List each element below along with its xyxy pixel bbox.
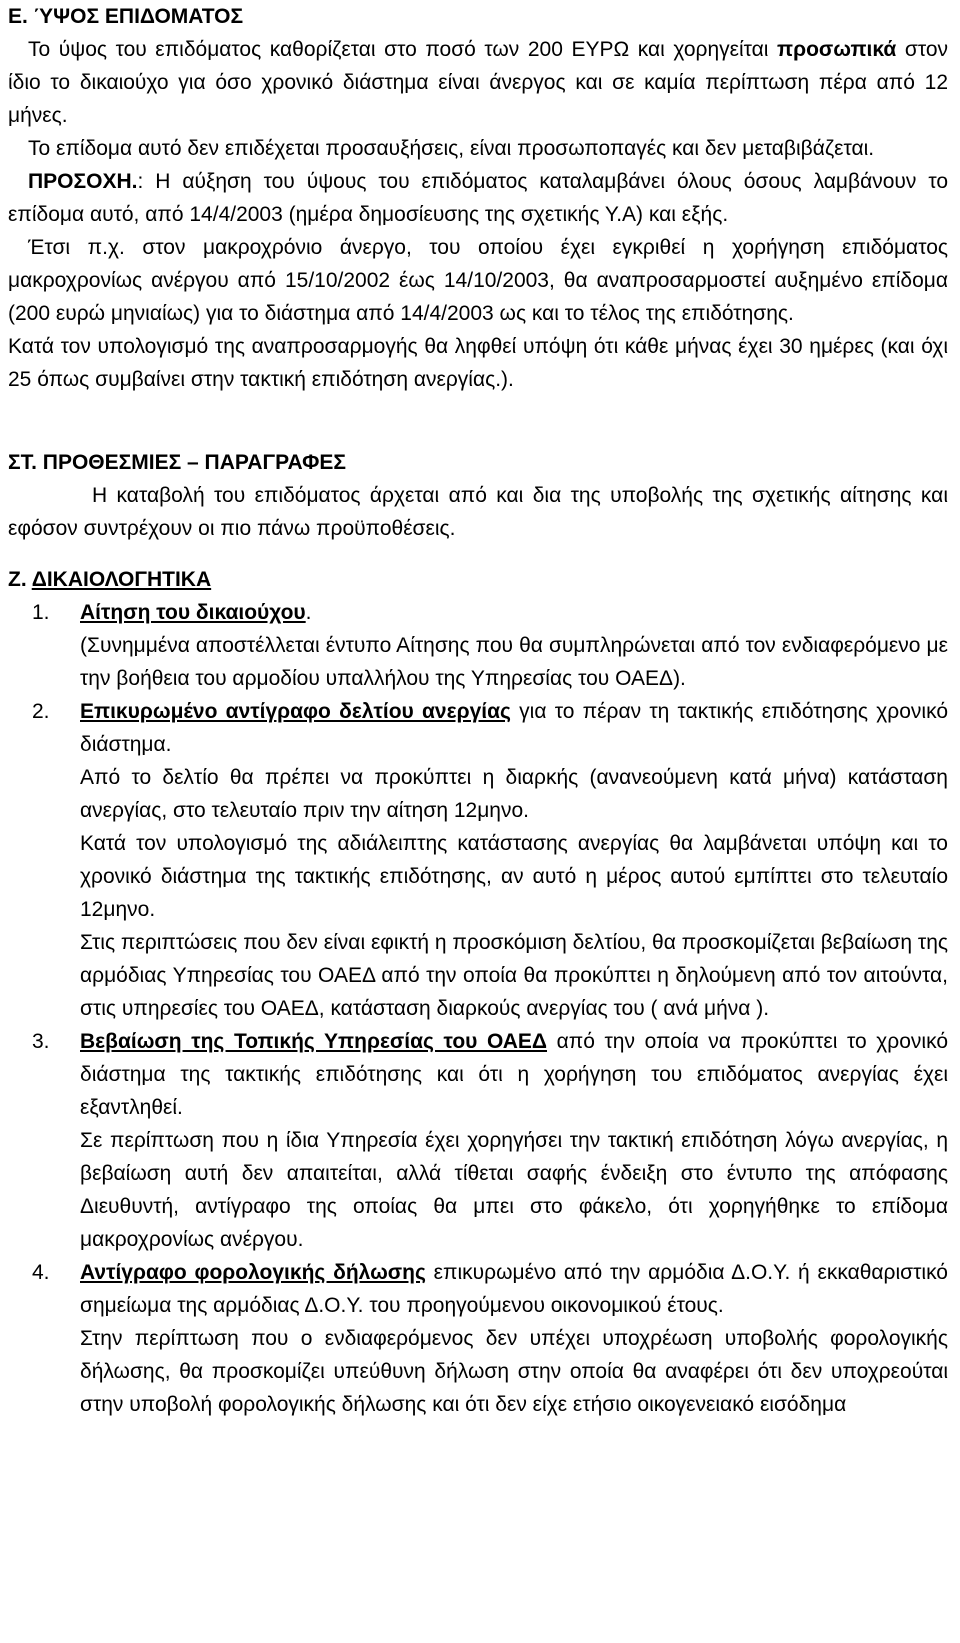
section-z-title-text: ΔΙΚΑΙΟΛΟΓΗΤΙΚΑ: [31, 568, 212, 591]
item-title-tail: από την οποία να προκύπτει το χρονικό διάστημα της τακτικής επιδότησης και ότι η χορήγηση του επιδόματος ανεργίας έχει εξαντληθεί.: [80, 1030, 948, 1119]
section-st-title: ΣΤ. ΠΡΟΘΕΣΜΙΕΣ – ΠΑΡΑΓΡΑΦΕΣ: [8, 451, 346, 474]
item-title: Αίτηση του δικαιούχου: [80, 601, 306, 624]
section-e-paragraph-4: Έτσι π.χ. στον μακροχρόνιο άνεργο, του οποίου έχει εγκριθεί η χορήγηση επιδόματος μακροχρονίως ανέργου από 15/10/2002 έως 14/10/2003, θα αναπροσαρμοστεί αυξημένο επίδομα (200 ευρώ μηνιαίως) για το διάστημα από 14/4/2003 ως και το τέλος της επιδότησης.: [8, 236, 948, 325]
item-heading: [80, 1025, 948, 1124]
item-paragraph: (Συνημμένα αποστέλλεται έντυπο Αίτησης που θα συμπληρώνεται από τον ενδιαφερόμενο με την βοήθεια του αρμοδίου υπαλλήλου της Υπηρεσίας του ΟΑΕΔ).: [80, 634, 948, 690]
section-z-title: [8, 563, 960, 596]
item-heading: [80, 1256, 948, 1322]
item-title-tail: επικυρωμένο από την αρμόδια Δ.Ο.Υ. ή εκκαθαριστικό σημείωμα της αρμόδιας Δ.Ο.Υ. του προηγούμενου οικονομικού έτους.: [80, 1261, 948, 1317]
list-item: [8, 1025, 948, 1256]
list-item: [8, 695, 948, 1025]
bold-text-run: προσωπικά: [777, 38, 897, 61]
item-heading: [80, 695, 948, 761]
text-run: στον ίδιο το δικαιούχο για όσο χρονικό διάστημα είναι άνεργος και σε καμία περίπτωση πέρα από 12 μήνες.: [8, 38, 948, 127]
list-item: [8, 1256, 948, 1421]
section-st-paragraph: Η καταβολή του επιδόματος άρχεται από και δια της υποβολής της σχετικής αίτησης και εφόσον συντρέχουν οι πιο πάνω προϋποθέσεις.: [8, 484, 948, 540]
item-title: Βεβαίωση της Τοπικής Υπηρεσίας του ΟΑΕΔ: [80, 1030, 548, 1053]
item-title-tail: για το πέραν τη τακτικής επιδότησης χρονικό διάστημα.: [80, 700, 949, 756]
item-paragraph: Στις περιπτώσεις που δεν είναι εφικτή η προσκόμιση δελτίου, θα προσκομίζεται βεβαίωση της αρμόδιας Υπηρεσίας του ΟΑΕΔ από την οποία θα προκύπτει η δηλούμενη από τον αιτούντα, στις υπηρεσίες του ΟΑΕΔ, κατάσταση διαρκούς ανεργίας του ( ανά μήνα ).: [80, 931, 948, 1020]
item-title: Αντίγραφο φορολογικής δήλωσης: [80, 1261, 426, 1284]
text-run: Το ύψος του επιδόματος καθορίζεται στο ποσό των 200 ΕΥΡΩ και χορηγείται: [28, 38, 778, 61]
section-e-paragraph-2: Το επίδομα αυτό δεν επιδέχεται προσαυξήσεις, είναι προσωποπαγές και δεν μεταβιβάζεται.: [28, 137, 875, 160]
section-e-title: Ε. ΎΨΟΣ ΕΠΙΔΟΜΑΤΟΣ: [8, 5, 244, 28]
spacer: [8, 545, 960, 563]
item-paragraph: Κατά τον υπολογισμό της αδιάλειπτης κατάστασης ανεργίας θα λαμβάνεται υπόψη και το χρονικό διάστημα της τακτικής επιδότησης, αν αυτό η μέρος αυτού εμπίπτει στο τελευταίο 12μηνο.: [80, 832, 948, 921]
item-heading: [80, 596, 948, 629]
notice-label: ΠΡΟΣΟΧΗ.: [28, 170, 138, 193]
item-number: 1.: [32, 601, 50, 624]
item-paragraph: Σε περίπτωση που η ίδια Υπηρεσία έχει χορηγήσει την τακτική επιδότηση λόγω ανεργίας, η βεβαίωση αυτή δεν απαιτείται, αλλά τίθεται σαφής ένδειξη στο έντυπο της απόφασης Διευθυντή, αντίγραφο της οποίας θα μπει στο φάκελο, ότι χορηγήθηκε το επίδομα μακροχρονίως ανέργου.: [80, 1129, 948, 1251]
item-paragraph: Στην περίπτωση που ο ενδιαφερόμενος δεν υπέχει υποχρέωση υποβολής φορολογικής δήλωσης, θα προσκομίζει υπεύθυνη δήλωση στην οποία θα αναφέρει ότι δεν υποχρεούται στην υποβολή φορολογικής δήλωσης και ότι δεν είχε ετήσιο οικογενειακό εισόδημα: [80, 1327, 948, 1416]
item-number: 3.: [32, 1030, 50, 1053]
spacer: [8, 396, 960, 446]
documents-list: [8, 596, 960, 1421]
list-item: [8, 596, 948, 695]
section-e-paragraph-5: Κατά τον υπολογισμό της αναπροσαρμογής θα ληφθεί υπόψη ότι κάθε μήνας έχει 30 ημέρες (και όχι 25 όπως συμβαίνει στην τακτική επιδότηση ανεργίας.).: [8, 335, 948, 391]
section-e-notice: [8, 165, 948, 231]
text-run: : Η αύξηση του ύψους του επιδόματος καταλαμβάνει όλους όσους λαμβάνουν το επίδομα αυτό, από 14/4/2003 (ημέρα δημοσίευσης της σχετικής Υ.Α) και εξής.: [8, 170, 948, 226]
item-number: 4.: [32, 1261, 50, 1284]
item-paragraph: Από το δελτίο θα πρέπει να προκύπτει η διαρκής (ανανεούμενη κατά μήνα) κατάσταση ανεργίας, στο τελευταίο πριν την αίτηση 12μηνο.: [80, 766, 948, 822]
section-z-prefix: Ζ.: [8, 568, 32, 591]
item-title-tail: .: [305, 601, 312, 624]
item-number: 2.: [32, 700, 50, 723]
item-title: Επικυρωμένο αντίγραφο δελτίου ανεργίας: [80, 700, 511, 723]
section-e-paragraph-1: [8, 33, 948, 132]
